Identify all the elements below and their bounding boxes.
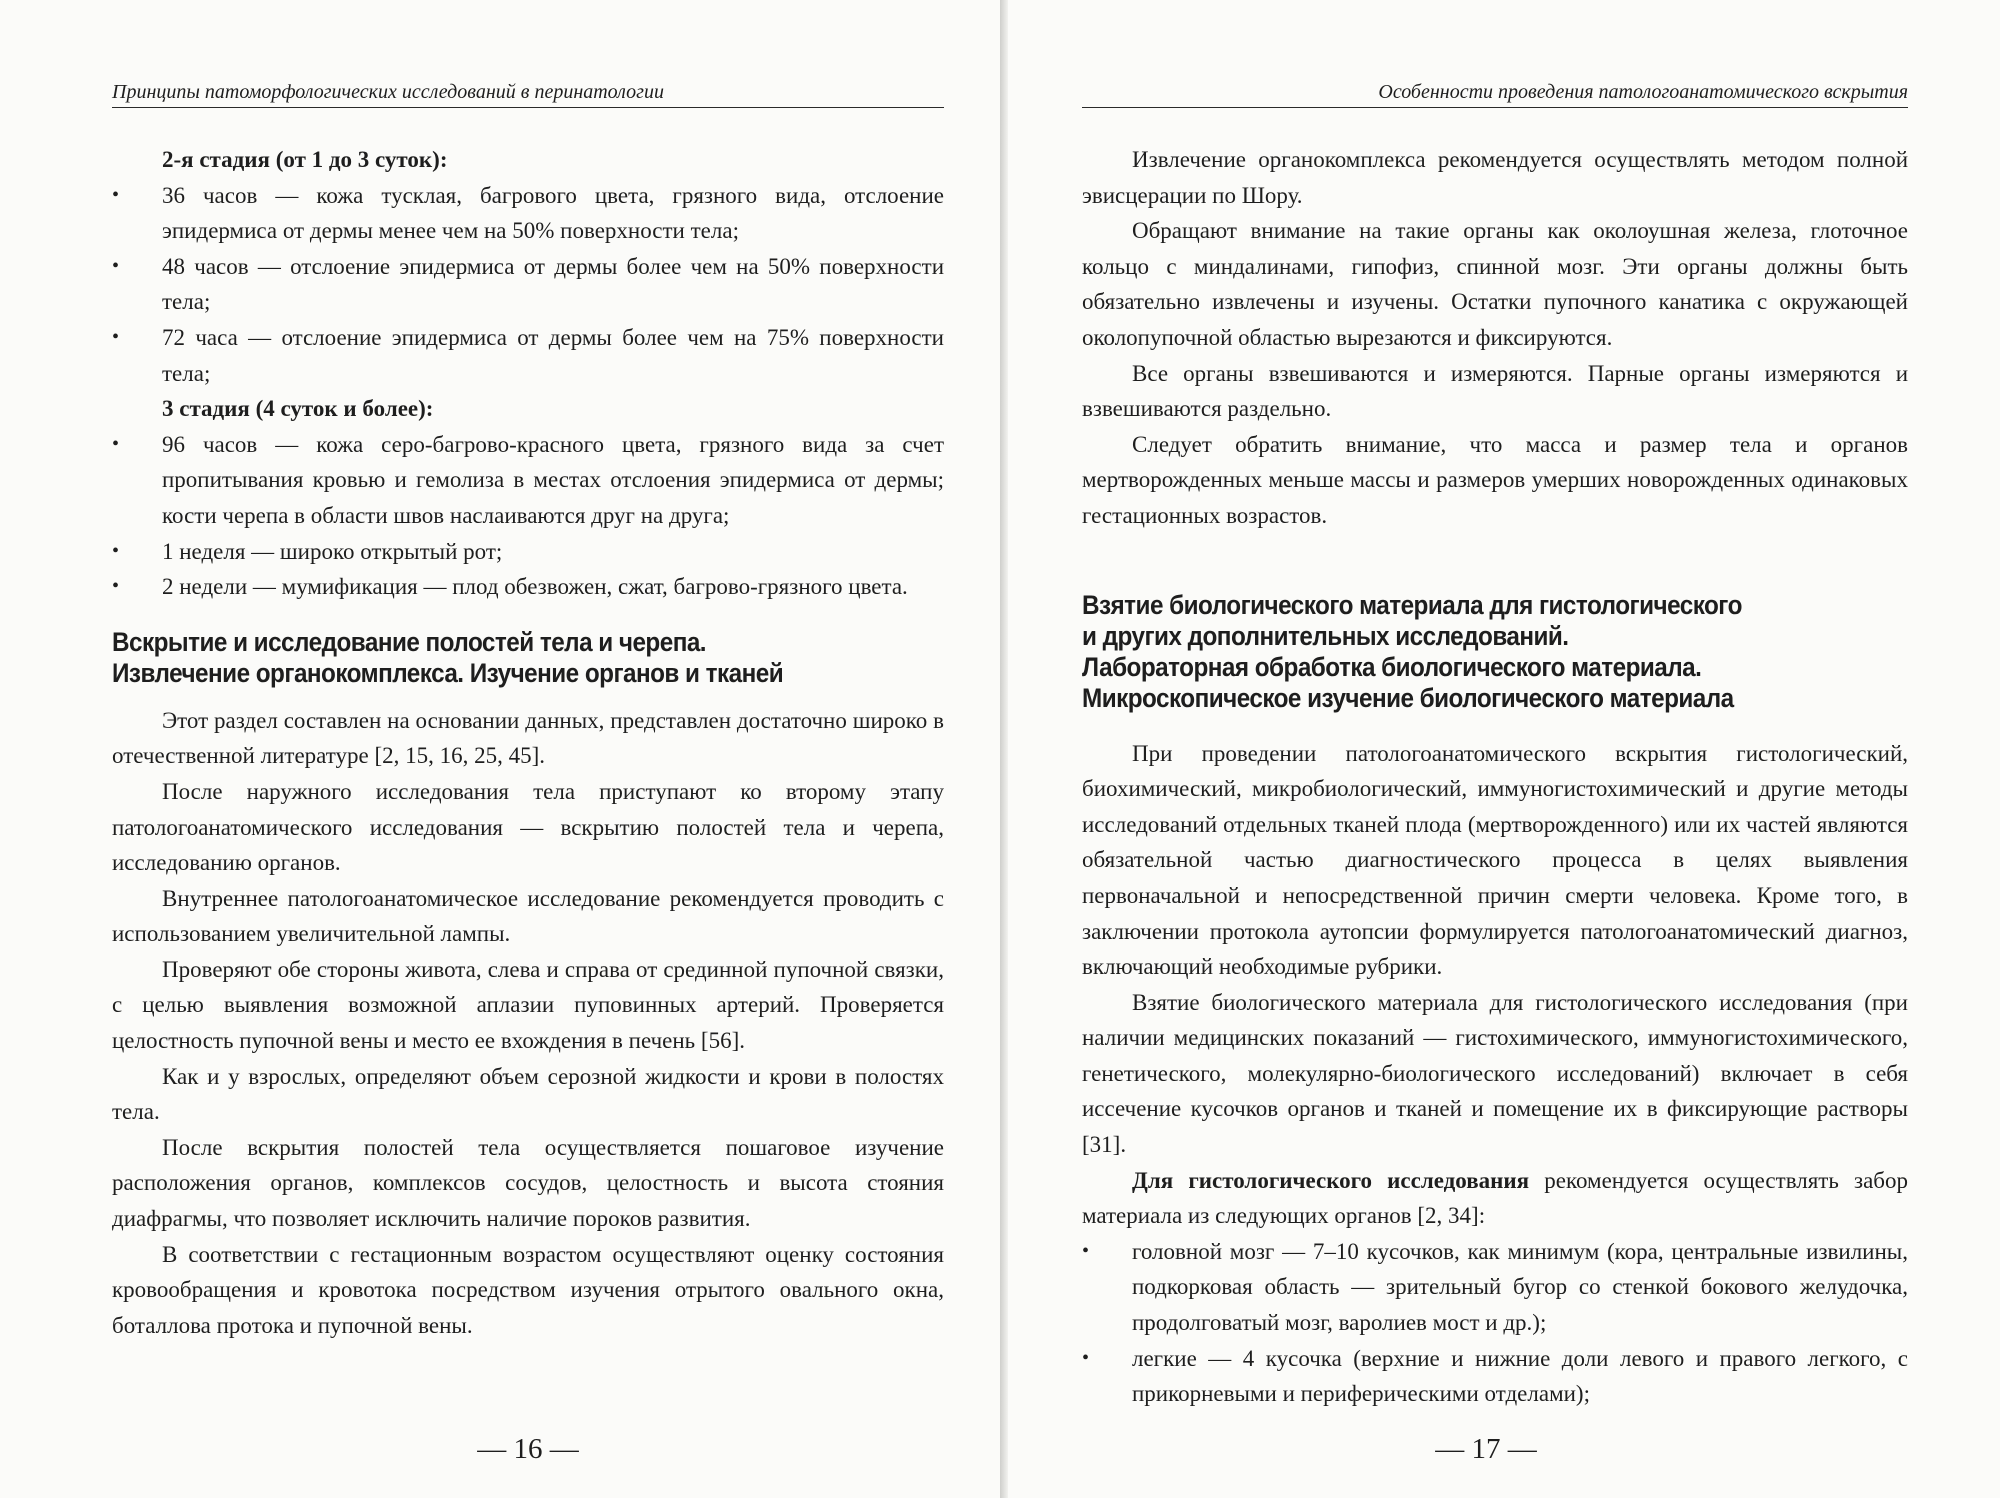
histology-list — [1082, 1234, 1908, 1412]
page-number-right: — 17 — — [1435, 1433, 1537, 1465]
paragraph: Все органы взвешиваются и измеряются. Парные органы измеряются и взвешиваются раздельно. — [1082, 360, 1908, 422]
paragraph: Следует обратить внимание, что масса и размер тела и органов мертворожденных меньше массы и размеров умерших новорожденных одинаковых гестационных возрастов. — [1082, 431, 1908, 528]
heading-line: Вскрытие и исследование полостей тела и черепа. — [112, 626, 707, 657]
paragraph: В соответствии с гестационным возрастом осуществляют оценку состояния кровообращения и кровотока посредством изучения отрытого овального окна, боталлова протока и пупочной вены. — [112, 1241, 944, 1338]
paragraph-rest: рекомендуется осуществлять забор материала из следующих органов [2, 34]: — [1082, 1167, 1908, 1229]
paragraph-histology — [1082, 1163, 1908, 1234]
paragraph: После наружного исследования тела приступают ко второму этапу патологоанатомического исследования — вскрытию полостей тела и черепа, исследованию органов. — [112, 778, 944, 876]
bold-lead: Для гистологического исследования — [1132, 1167, 1530, 1193]
paragraph: При проведении патологоанатомического вскрытия гистологический, биохимический, микробиологический, иммуногистохимический и другие методы исследований отдельных тканей плода (мертворожденного) или их частей являются обязательной частью диагностического процесса в целях выявления первоначальной и непосредственной причин смерти человека. Кроме того, в заключении протокола аутопсии формулируется патологоанатомический диагноз, включающий необходимые рубрики. — [1082, 740, 1908, 980]
stage3-title: 3 стадия (4 суток и более): — [162, 396, 434, 422]
stage2-list — [112, 178, 944, 392]
paragraph: После вскрытия полостей тела осуществляется пошаговое изучение расположения органов, комплексов сосудов, целостность и высота стояния диафрагмы, что позволяет исключить наличие пороков развития. — [112, 1134, 944, 1232]
list-item: • 96 часов — кожа серо-багрово-красного цвета, грязного вида за счет пропитывания кровью и гемолиза в местах отслоения эпидермиса от дермы; кости черепа в области швов наслаиваются друг на друга; — [112, 427, 944, 534]
list-item: • 1 неделя — широко открытый рот; — [112, 534, 944, 570]
list-item: • 36 часов — кожа тусклая, багрового цвета, грязного вида, отслоение эпидермиса от дермы менее чем на 50% поверхности тела; — [112, 178, 944, 249]
stage3-list — [112, 427, 944, 605]
heading-line: Лабораторная обработка биологического материала. — [1082, 651, 1702, 682]
list-item: • 2 недели — мумификация — плод обезвожен, сжат, багрово-грязного цвета. — [112, 569, 944, 605]
heading-line: Извлечение органокомплекса. Изучение органов и тканей — [112, 657, 784, 688]
paragraph: Взятие биологического материала для гистологического исследования (при наличии медицинских показаний — гистохимического, иммуногистохимического, генетического, молекулярно-биологического исследований) включает в себя иссечение кусочков органов и тканей и помещение их в фиксирующие растворы [31]. — [1082, 989, 1908, 1158]
heading-line: Взятие биологического материала для гистологического — [1082, 589, 1742, 620]
list-item: • 48 часов — отслоение эпидермиса от дермы более чем на 50% поверхности тела; — [112, 249, 944, 320]
list-item: • легкие — 4 кусочка (верхние и нижние доли левого и правого легкого, с прикорневыми и периферическими отделами); — [1082, 1341, 1908, 1412]
running-head-left: Принципы патоморфологических исследований в перинатологии — [112, 80, 944, 108]
left-page-body — [112, 142, 944, 1343]
paragraph: Как и у взрослых, определяют объем серозной жидкости и крови в полостях тела. — [112, 1063, 944, 1125]
heading-line: Микроскопическое изучение биологического материала — [1082, 682, 1734, 713]
paragraph: Проверяют обе стороны живота, слева и справа от срединной пупочной связки, с целью выявления возможной аплазии пуповинных артерий. Проверяется целостность пупочной вены и место ее вхождения в печень [56]. — [112, 956, 944, 1054]
stage2-title: 2-я стадия (от 1 до 3 суток): — [162, 147, 448, 172]
heading-line: и других дополнительных исследований. — [1082, 620, 1569, 651]
right-page — [1008, 0, 2000, 1498]
list-item: • головной мозг — 7–10 кусочков, как минимум (кора, центральные извилины, подкорковая область — зрительный бугор со стенкой бокового желудочка, продолговатый мозг, варолиев мост и др.); — [1082, 1234, 1908, 1341]
paragraph: Внутреннее патологоанатомическое исследование рекомендуется проводить с использованием увеличительной лампы. — [112, 885, 944, 947]
section-heading-right — [1082, 590, 1907, 714]
page-number-left: — 16 — — [477, 1433, 579, 1465]
paragraph: Извлечение органокомплекса рекомендуется осуществлять методом полной эвисцерации по Шору. — [1082, 147, 1908, 208]
section-heading-left — [112, 627, 943, 689]
running-head-right: Особенности проведения патологоанатомического вскрытия — [1082, 80, 1908, 108]
right-page-body — [1082, 142, 1908, 1412]
paragraph: Обращают внимание на такие органы как околоушная железа, глоточное кольцо с миндалинами, гипофиз, спинной мозг. Эти органы должны быть обязательно извлечены и изучены. Остатки пупочного канатика с окружающей околопупочной областью вырезаются и фиксируются. — [1082, 218, 1908, 350]
book-gutter — [1000, 0, 1008, 1498]
paragraph: Этот раздел составлен на основании данных, представлен достаточно широко в отечественной литературе [2, 15, 16, 25, 45]. — [112, 707, 944, 769]
list-item: • 72 часа — отслоение эпидермиса от дермы более чем на 75% поверхности тела; — [112, 320, 944, 391]
